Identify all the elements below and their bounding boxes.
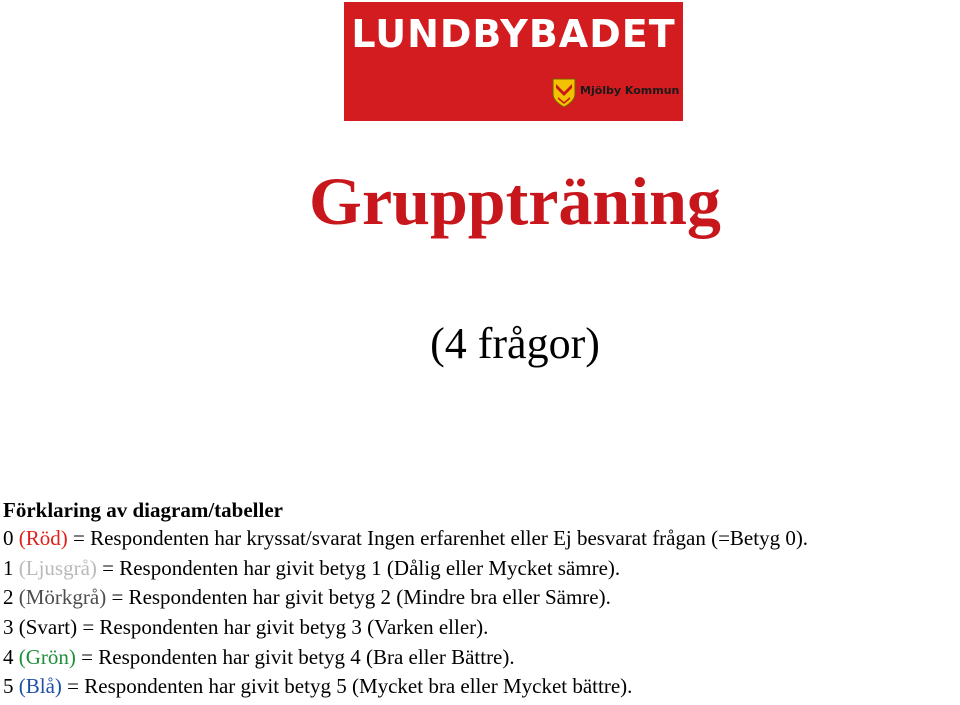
- legend-color-label: (Blå): [18, 674, 62, 699]
- logo-subline: [552, 78, 682, 114]
- legend-description: = Respondenten har givit betyg 1 (Dålig eller Mycket sämre).: [102, 555, 621, 580]
- legend-description: = Respondenten har givit betyg 5 (Mycket bra eller Mycket bättre).: [67, 674, 633, 699]
- page-title: Gruppträning: [309, 163, 721, 239]
- legend-grade: 4: [3, 644, 14, 669]
- legend-color-label: (Svart): [18, 615, 78, 640]
- legend-heading: Förklaring av diagram/tabeller: [3, 498, 283, 522]
- legend-grade: 2: [3, 585, 14, 610]
- legend-description: = Respondenten har kryssat/svarat Ingen erfarenhet eller Ej besvarat frågan (=Betyg 0).: [73, 526, 809, 550]
- logo-kommun-text: Mjölby Kommun: [580, 84, 680, 97]
- legend-row-3: [3, 613, 953, 643]
- legend-grade: 0: [3, 526, 14, 550]
- legend-description: = Respondenten har givit betyg 2 (Mindre bra eller Sämre).: [111, 585, 611, 610]
- legend-color-label: (Röd): [18, 526, 68, 550]
- legend-grade: 5: [3, 674, 14, 699]
- legend-row-2: [3, 583, 953, 613]
- legend-row-0: [3, 524, 953, 554]
- legend: [3, 496, 953, 702]
- legend-color-label: (Ljusgrå): [18, 555, 97, 580]
- legend-grade: 3: [3, 615, 14, 640]
- legend-grade: 1: [3, 555, 14, 580]
- logo-title: LUNDBYBADET: [351, 12, 676, 56]
- crest-icon: [552, 78, 576, 108]
- lundbybadet-logo: [344, 2, 683, 121]
- legend-row-5: [3, 672, 953, 702]
- legend-description: = Respondenten har givit betyg 4 (Bra eller Bättre).: [81, 644, 515, 669]
- legend-description: = Respondenten har givit betyg 3 (Varken eller).: [82, 615, 489, 640]
- legend-color-label: (Mörkgrå): [18, 585, 107, 610]
- legend-row-4: [3, 643, 953, 673]
- legend-row-1: [3, 554, 953, 584]
- legend-color-label: (Grön): [18, 644, 76, 669]
- page-subtitle: (4 frågor): [430, 319, 600, 368]
